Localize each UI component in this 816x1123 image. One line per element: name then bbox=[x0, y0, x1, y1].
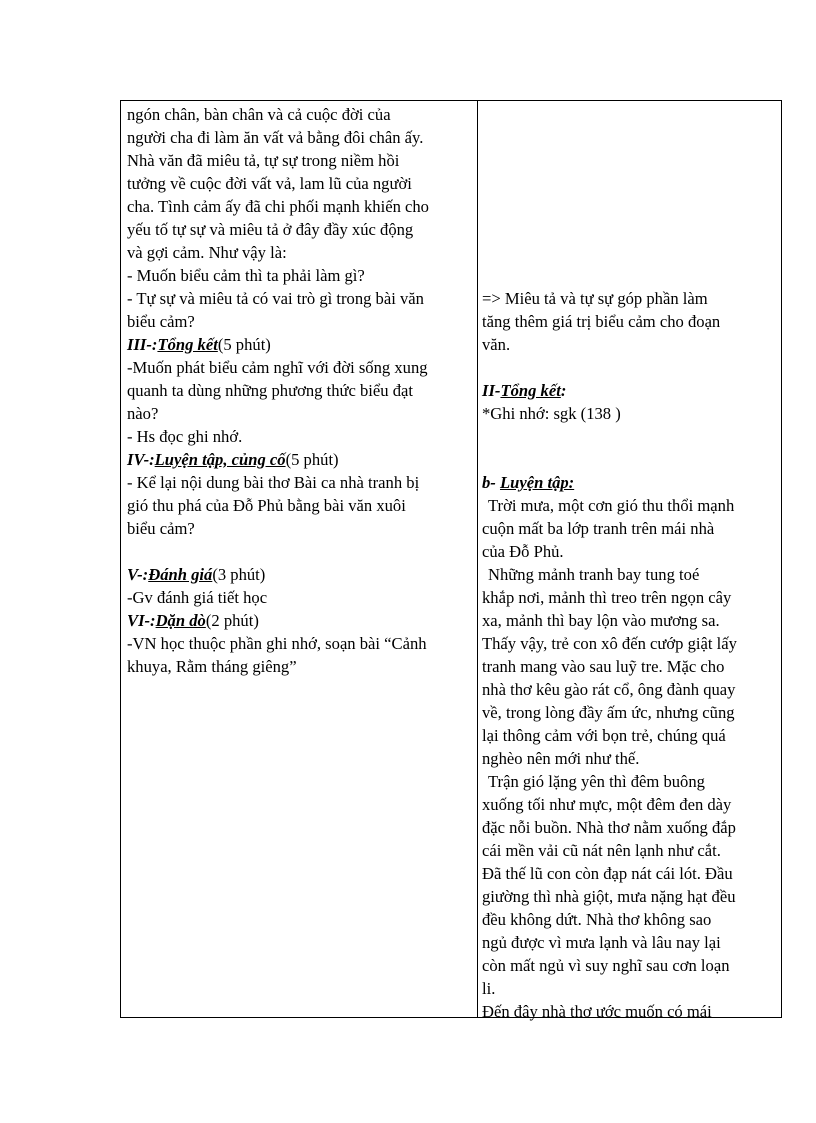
text-line: cái mền vải cũ nát nên lạnh như cắt. bbox=[482, 841, 721, 860]
text-line: -Muốn phát biểu cảm nghĩ với đời sống xung bbox=[127, 358, 428, 377]
answer-line: => Miêu tả và tự sự góp phần làm bbox=[482, 289, 708, 308]
left-column bbox=[127, 103, 473, 678]
section-number: II- bbox=[482, 381, 501, 400]
text-line: Đến đây nhà thơ ước muốn có mái bbox=[482, 1002, 712, 1021]
text-line: khuya, Rằm tháng giêng” bbox=[127, 657, 297, 676]
text-line: ngón chân, bàn chân và cả cuộc đời của bbox=[127, 105, 391, 124]
blank-line bbox=[482, 241, 778, 264]
text-line: nhà thơ kêu gào rát cổ, ông đành quay bbox=[482, 680, 736, 699]
question-2: - Tự sự và miêu tả có vai trò gì trong bài văn bbox=[127, 289, 424, 308]
text-line: ngủ được vì mưa lạnh và lâu nay lại bbox=[482, 933, 721, 952]
column-divider bbox=[477, 101, 478, 1017]
text-line: biểu cảm? bbox=[127, 519, 195, 538]
text-line: tranh mang vào sau luỹ tre. Mặc cho bbox=[482, 657, 725, 676]
blank-line bbox=[127, 540, 473, 563]
blank-line bbox=[482, 172, 778, 195]
question-2-cont: biểu cảm? bbox=[127, 312, 195, 331]
section-number: VI-: bbox=[127, 611, 156, 630]
text-line: đặc nỗi buồn. Nhà thơ nằm xuống đắp bbox=[482, 818, 736, 837]
text-line: của Đỗ Phủ. bbox=[482, 542, 564, 561]
text-line: khắp nơi, mảnh thì treo trên ngọn cây bbox=[482, 588, 732, 607]
text-line: lại thông cảm với bọn trẻ, chúng quá bbox=[482, 726, 726, 745]
section-6-heading bbox=[127, 609, 473, 632]
section-b-heading bbox=[482, 471, 778, 494]
section-title: Tổng kết bbox=[157, 335, 218, 354]
section-5-heading bbox=[127, 563, 473, 586]
section-title: Đánh giá bbox=[148, 565, 213, 584]
text-line: Những mảnh tranh bay tung toé bbox=[488, 565, 700, 584]
section-title: Dặn dò bbox=[155, 611, 206, 630]
blank-line bbox=[482, 425, 778, 448]
section-title: Luyện tập, củng cố bbox=[154, 450, 286, 469]
blank-line bbox=[482, 195, 778, 218]
text-line: Trời mưa, một cơn gió thu thổi mạnh bbox=[488, 496, 735, 515]
text-line: gió thu phá của Đỗ Phủ bằng bài văn xuôi bbox=[127, 496, 406, 515]
blank-line bbox=[482, 149, 778, 172]
text-line: Nhà văn đã miêu tả, tự sự trong niềm hồi bbox=[127, 151, 400, 170]
text-line: -VN học thuộc phần ghi nhớ, soạn bài “Cảnh bbox=[127, 634, 427, 653]
text-line: li. bbox=[482, 979, 496, 998]
text-line: cuộn mất ba lớp tranh trên mái nhà bbox=[482, 519, 715, 538]
text-line: - Hs đọc ghi nhớ. bbox=[127, 427, 243, 446]
section-title: Luyện tập: bbox=[499, 473, 575, 492]
section-2-heading bbox=[482, 379, 778, 402]
section-number: IV-: bbox=[127, 450, 155, 469]
section-time: (5 phút) bbox=[217, 335, 271, 354]
text-line: nào? bbox=[127, 404, 159, 423]
answer-line: văn. bbox=[482, 335, 511, 354]
text-line: xa, mảnh thì bay lộn vào mương sa. bbox=[482, 611, 720, 630]
text-line: còn mất ngủ vì suy nghĩ sau cơn loạn bbox=[482, 956, 730, 975]
text-line: cha. Tình cảm ấy đã chi phối mạnh khiến cho bbox=[127, 197, 429, 216]
text-line: Thấy vậy, trẻ con xô đến cướp giật lấy bbox=[482, 634, 737, 653]
text-line: Đã thế lũ con còn đạp nát cái lót. Đầu bbox=[482, 864, 733, 883]
section-number: V-: bbox=[127, 565, 149, 584]
lesson-table bbox=[120, 100, 782, 1021]
text-line: đều không dứt. Nhà thơ không sao bbox=[482, 910, 712, 929]
section-time: (2 phút) bbox=[205, 611, 259, 630]
section-4-heading bbox=[127, 448, 473, 471]
text-line: tưởng về cuộc đời vất vả, lam lũ của người bbox=[127, 174, 412, 193]
text-line: Trận gió lặng yên thì đêm buông bbox=[488, 772, 705, 791]
note-line: *Ghi nhớ: sgk (138 ) bbox=[482, 404, 621, 423]
right-column bbox=[482, 103, 778, 1023]
section-suffix: : bbox=[560, 381, 567, 400]
blank-line bbox=[482, 103, 778, 126]
blank-line bbox=[482, 264, 778, 287]
text-line: giường thì nhà giột, mưa nặng hạt đều bbox=[482, 887, 736, 906]
blank-line bbox=[482, 356, 778, 379]
blank-line bbox=[482, 218, 778, 241]
section-number: III-: bbox=[127, 335, 158, 354]
text-line: nghèo nên mới như thế. bbox=[482, 749, 640, 768]
text-line: người cha đi làm ăn vất vả bằng đôi chân ấy. bbox=[127, 128, 424, 147]
section-time: (5 phút) bbox=[285, 450, 339, 469]
text-line: xuống tối như mực, một đêm đen dày bbox=[482, 795, 732, 814]
text-line: -Gv đánh giá tiết học bbox=[127, 588, 268, 607]
text-line: và gợi cảm. Như vậy là: bbox=[127, 243, 287, 262]
section-time: (3 phút) bbox=[212, 565, 266, 584]
answer-line: tăng thêm giá trị biểu cảm cho đoạn bbox=[482, 312, 721, 331]
text-line: yếu tố tự sự và miêu tả ở đây đầy xúc động bbox=[127, 220, 414, 239]
section-number: b- bbox=[482, 473, 496, 492]
blank-line bbox=[482, 448, 778, 471]
section-title: Tổng kết bbox=[500, 381, 561, 400]
section-3-heading bbox=[127, 333, 473, 356]
question-1: - Muốn biểu cảm thì ta phải làm gì? bbox=[127, 266, 365, 285]
text-line: - Kể lại nội dung bài thơ Bài ca nhà tranh bị bbox=[127, 473, 420, 492]
text-line: quanh ta dùng những phương thức biểu đạt bbox=[127, 381, 413, 400]
text-line: về, trong lòng đầy ấm ức, nhưng cũng bbox=[482, 703, 735, 722]
blank-line bbox=[482, 126, 778, 149]
